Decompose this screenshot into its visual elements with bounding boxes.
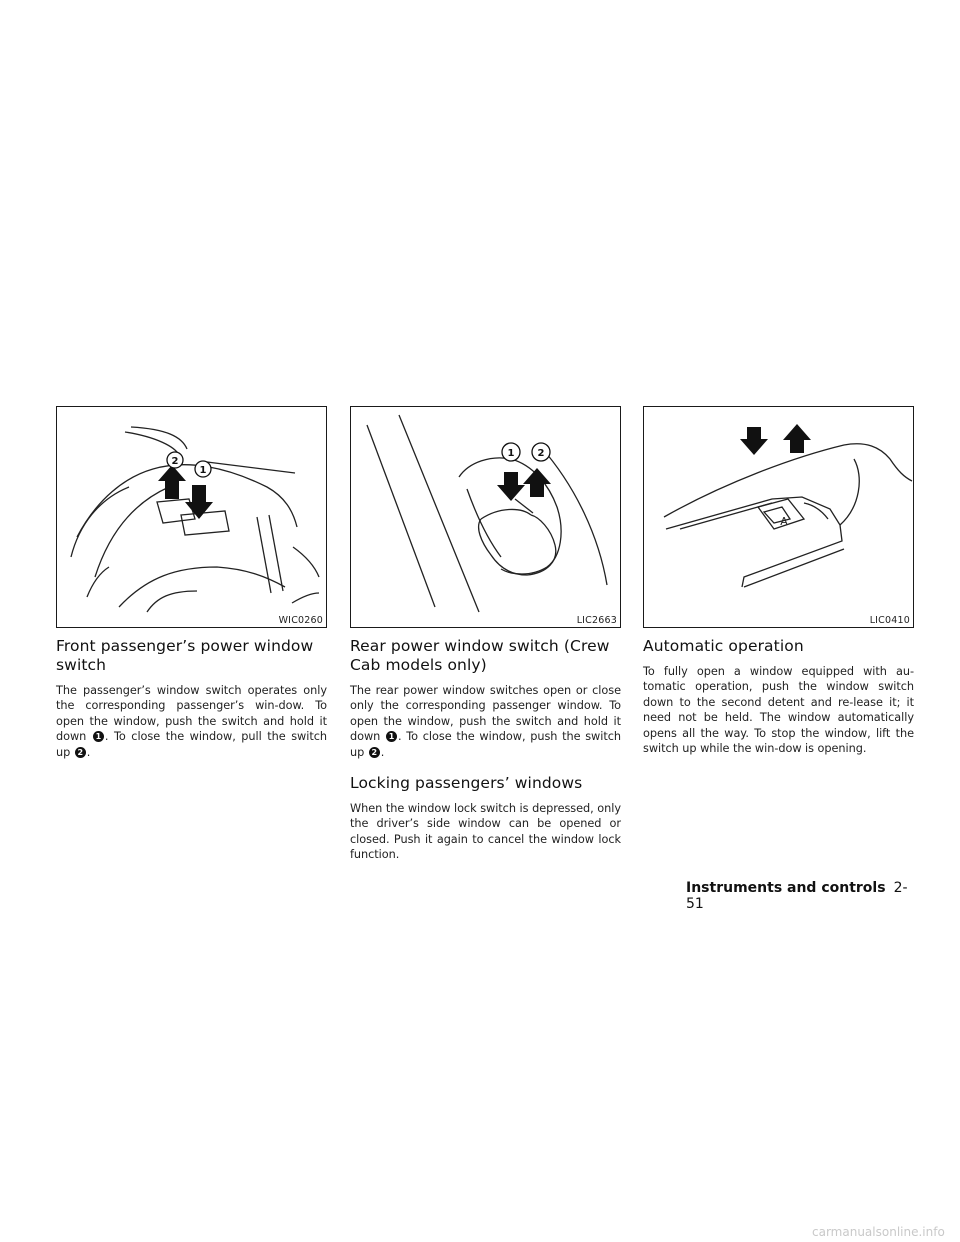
up-arrow-icon	[158, 465, 186, 499]
section-heading: Automatic operation	[643, 637, 804, 655]
section-heading: Front passenger’s power window switch	[56, 637, 314, 674]
down-arrow-icon	[740, 427, 768, 455]
column-front-passenger	[56, 406, 327, 760]
watermark: carmanualsonline.info	[812, 1225, 945, 1239]
down-arrow-icon	[497, 472, 525, 501]
callout-1-icon: 1	[93, 731, 104, 742]
section-heading: Rear power window switch (Crew Cab models only)	[350, 637, 610, 674]
callout-1: 1	[507, 448, 515, 459]
column-automatic-operation	[643, 406, 914, 756]
figure-rear-switch	[350, 406, 621, 628]
front-switch-illustration	[57, 407, 326, 627]
body-paragraph: To fully open a window equipped with au-tomatic operation, push the window switch down to the second detent and re-lease it; it need not be held. The window automatically opens all the way. To stop the window, lift the switch up while the win-dow is opening.	[643, 665, 914, 756]
callout-1-icon: 1	[386, 731, 397, 742]
body-paragraph: When the window lock switch is depressed, only the driver’s side window can be opened or closed. Push it again to cancel the window lock function.	[350, 802, 621, 862]
column-rear-power-window	[350, 406, 621, 863]
figure-front-passenger-switch	[56, 406, 327, 628]
figure-code: WIC0260	[278, 615, 323, 626]
body-paragraph: The rear power window switches open or close only the corresponding passenger window. To open the window, push the switch and hold it down 1 . To close the window, push the switch up 2 .	[350, 684, 621, 759]
callout-2: 2	[537, 448, 545, 459]
figure-code: LIC2663	[576, 615, 617, 626]
up-arrow-icon	[783, 424, 811, 453]
figure-code: LIC0410	[869, 615, 910, 626]
callout-1: 1	[199, 465, 207, 476]
auto-symbol-icon: A	[780, 515, 788, 528]
footer-section-title: Instruments and controls	[686, 880, 886, 896]
subsection-heading: Locking passengers’ windows	[350, 774, 583, 793]
callout-2-icon: 2	[75, 747, 86, 758]
up-arrow-icon	[523, 468, 551, 497]
rear-switch-illustration	[351, 407, 620, 627]
page-footer	[686, 880, 916, 912]
callout-2-icon: 2	[369, 747, 380, 758]
figure-automatic-switch	[643, 406, 914, 628]
page-number: 2-51	[686, 880, 908, 912]
body-paragraph: The passenger’s window switch operates only the corresponding passenger’s win-dow. To open the window, push the switch and hold it down 1 . To close the window, pull the switch up 2 .	[56, 684, 327, 759]
automatic-switch-illustration	[644, 407, 913, 627]
callout-2: 2	[171, 456, 179, 467]
